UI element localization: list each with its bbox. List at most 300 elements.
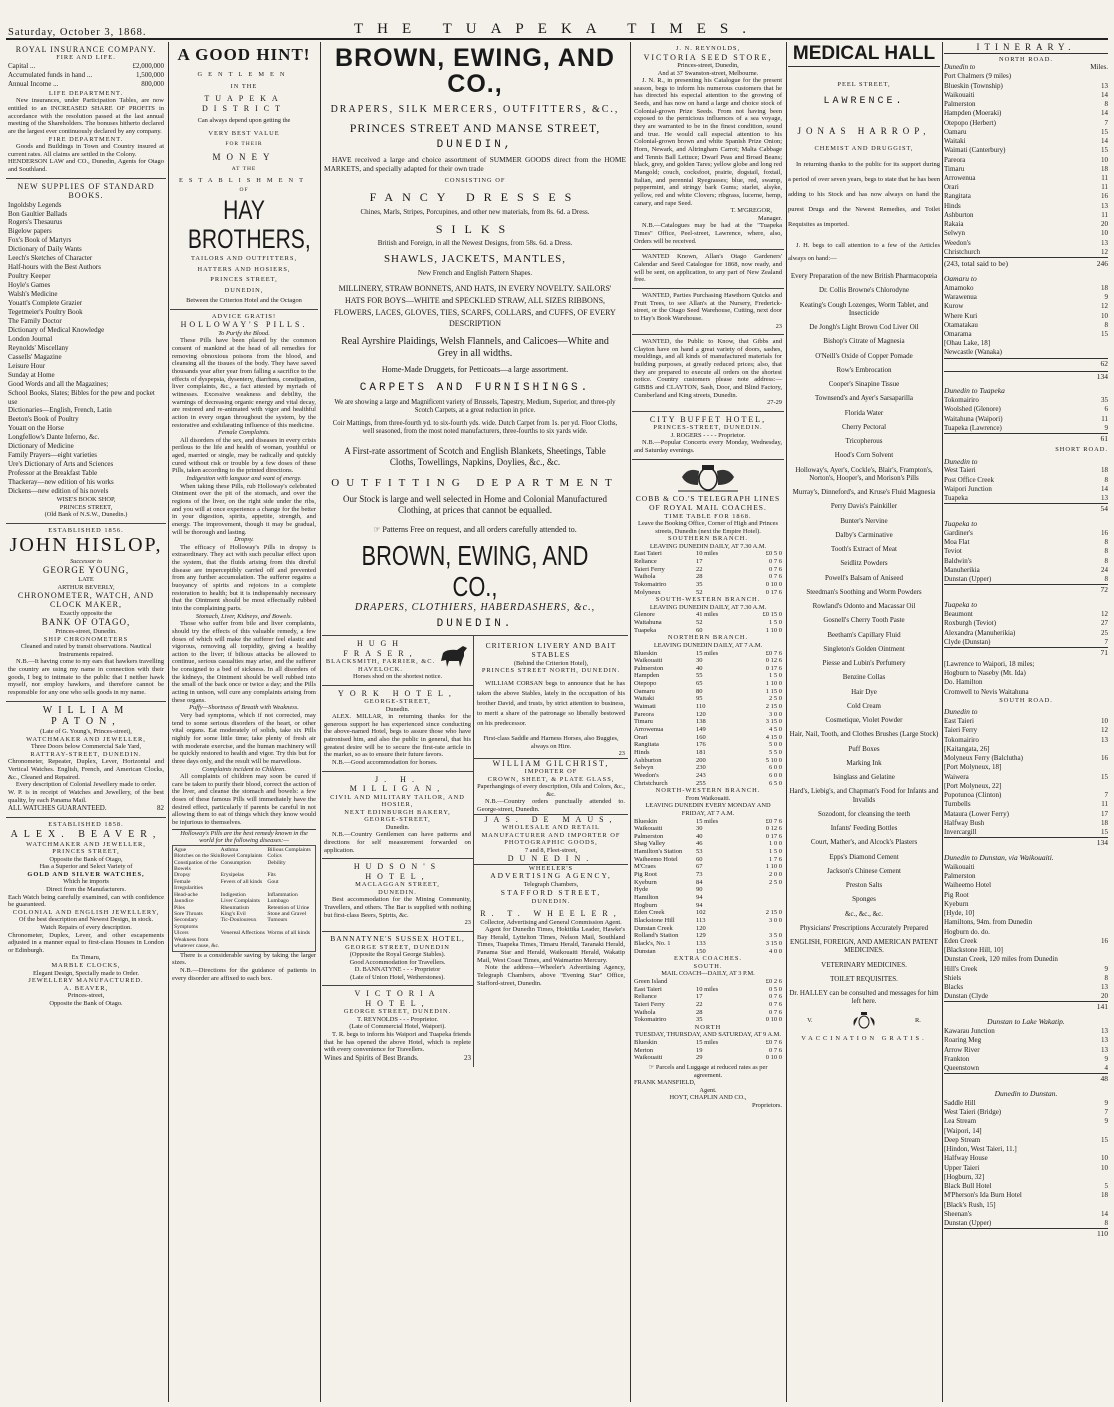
line: (Opposite the Royal George Stables). [349,951,446,959]
itinerary-row [944,146,1108,155]
paragraph: When taking these Pills, rub Holloway's celebrated Ointment over the pit of the stomach, and over the regions of the liver, on the right side under the ribs, and you will at once experience a change for the better in your digestion, spirits, appetite, strength, and energy. The improvement, though it may be gradual, will be thorough and lasting. [172,482,316,536]
place: Invercargill [944,828,977,837]
timetable-cell: Glenore [634,611,655,619]
notice: N.B.—Country Gentlemen can have patterns and directions for self measurement forwarded on application. [324,831,471,854]
book-item: Dictionary of Daily Wants [8,245,82,254]
shop-note: (Old Bank of N.S.W., Dunedin.) [44,511,128,519]
wheeler-ad [474,865,628,988]
timetable-cell: 0 7 6 [769,1000,782,1008]
timetable-row [634,879,782,887]
book-item: Half-hours with the Best Authors [8,263,101,272]
distance: 13 [1101,494,1108,503]
timetable [634,1039,782,1062]
medicine-item: Tooth's Extract of Meat [831,545,897,554]
distance: 8 [1104,973,1108,982]
line: GEORGE YOUNG, [42,565,130,576]
line: WATCHMAKER AND JEWELLER, [26,735,146,743]
timetable-cell: Waitaki [634,695,655,703]
itinerary-list [944,284,1108,358]
ad-title: A GOOD HINT! [177,45,311,64]
capital-row [8,71,164,80]
line: CIVIL AND MILITARY TAILOR, AND HOSIER, [330,793,465,809]
timetable-cell: 55 [696,672,703,680]
itinerary-list [944,72,1108,257]
timetable-cell: 138 [696,718,706,726]
itinerary-row [944,881,1108,890]
timetable-cell: 1 15 0 [765,687,782,695]
ad-title: WILLIAM PATON, [42,704,130,728]
paragraph: WANTED, the Public to Know, that Gibbs and Clayton have on hand a great variety of doors, sashes, mouldings, and all kinds of manufactured materials for building purposes, at greatly reduced prices; also, that they are prepared to execute all orders on the shortest notice. Country customers please note address:— GIBBS and CLAYTON, Sash, Door, and Blind Factory, Cumberland and King streets, Dunedin. [634,338,782,399]
medicine-item: Cosmetique, Violet Powder [825,716,903,725]
timetable-row [634,925,782,933]
section-heading: Oamaru to [944,273,977,283]
timetable-cell: 60 [696,855,703,863]
timetable-cell: 17 [696,558,703,566]
place: Waiheemo Hotel [944,881,992,890]
distance: 16 [1101,754,1108,763]
itinerary-row [944,1145,1108,1154]
disease-item: Consumption [220,859,251,866]
ad-title: MEDICAL HALL [788,42,940,67]
line: LATE [78,575,94,583]
ad-title: R. T. WHEELER, [480,909,622,919]
timetable-row [634,986,782,994]
timetable-cell: Molyneux [634,588,661,596]
timetable-cell: 84 [696,878,703,886]
timetable-cell: 0 10 0 [765,581,782,589]
place: Deep Stream [944,1135,981,1144]
place: Roxburgh (Teviot) [944,619,997,628]
distance: 9 [1104,1099,1108,1108]
line: PEEL STREET, [837,80,891,88]
place: Blacks [944,983,964,991]
timetable-cell: 160 [696,733,706,741]
timetable-cell: 0 17 6 [765,664,782,672]
itinerary-list [944,529,1108,584]
timetable-cell: 2 5 0 [769,695,782,703]
medicine-item: Isinglass and Gelatine [833,773,895,782]
timetable-row [634,711,782,719]
distance: 8 [1104,547,1108,556]
established: ESTABLISHED 1858. [48,821,124,829]
distance: 9 [1104,964,1108,973]
place: Frankton [944,1054,970,1063]
disease-item: Retention of Urine [267,904,310,911]
capital-value: £2,000,000 [132,61,164,70]
place: [Lawrence to Waipori, 18 miles; [944,659,1035,668]
timetable-cell: 0 17 6 [765,832,782,840]
paton-ad [6,702,166,819]
timetable-row [634,856,782,864]
line: MONEY [212,151,276,162]
book-item: Reynolds' Miscellany [8,343,69,352]
timetable-cell: 0 7 6 [769,573,782,581]
line: WHEELER'S [528,864,574,872]
medicine-item: Townsend's and Ayer's Sarsaparilla [814,394,913,403]
book-item: Sunday at Home [8,370,55,379]
line: TAILORS AND OUTFITTERS, [190,255,298,263]
timetable-row [634,566,782,574]
place: [Blackstone Hill, 10] [944,946,1003,955]
timetable-cell: 95 [696,695,703,703]
line: A. BEAVER, [63,984,109,992]
timetable-cell: £0 7 6 [765,1038,782,1046]
ad-title: J. H. MILLIGAN, [349,774,446,794]
place: Tuapeka [944,494,968,503]
distance: 13 [1101,81,1108,90]
line: DUNEDIN. [531,897,571,905]
itinerary-row [944,494,1108,503]
ad-title: BROWN, EWING, AND CO., [335,44,615,99]
timetable-row [634,718,782,726]
book-item: School Books, Slates; Bibles for the pew and pocket use [8,388,155,406]
masthead [6,18,1108,40]
beaver-ad [6,818,166,1011]
timetable-cell: 176 [696,741,706,749]
place: Warawenua [944,293,977,302]
timetable-cell: 2 5 0 [769,878,782,886]
line: Manager. [758,214,782,222]
itinerary-row [944,348,1108,357]
itinerary-row [944,773,1108,782]
paragraph: WILLIAM CORSAN begs to announce that he has taken the above Stables, lately in the occupation of his brother David, and trusts, by strict attention to business, to merit a share of the patronage so liberally bestowed on his predecessor. [477,679,625,728]
itinerary-row [944,424,1108,433]
timetable-row [634,909,782,917]
timetable-cell: 102 [696,909,706,917]
timetable-cell: £0 15 0 [762,611,782,619]
timetable-cell: 181 [696,749,706,757]
timetable-cell: Weedon's [634,772,659,779]
timetable-cell: Palmerston [634,832,664,840]
timetable-cell: £0 2 6 [765,977,782,985]
disease-item: King's Evil [220,911,246,918]
place: Upper Taieri [944,1163,980,1172]
pointing-hand-icon: ☞ [373,525,383,535]
place: Where Kuri [944,311,978,320]
timetable-cell: 1 0 0 [769,840,782,848]
timetable-cell: 2 0 0 [769,871,782,879]
distance: 5 [1104,1182,1108,1191]
timetable-cell: Waikouaiti [634,825,663,833]
timetable-row [634,657,782,665]
timetable-row [634,818,782,826]
line: MARBLE CLOCKS, [51,962,121,970]
timetable-cell: 255 [696,779,706,787]
place: Waitahuna (Waipori) [944,414,1003,423]
place: Moa Flat [944,538,970,547]
line: FRANK MANSFIELD, [634,1079,696,1087]
timetable-row [634,833,782,841]
timetable-row [634,871,782,879]
timetable-cell: 17 [696,993,703,1001]
line: Our Stock is large and well selected in Home and Colonial Manufactured Clothing, at prices that cannot be equalled. [342,494,607,515]
place: Omarama [944,329,972,338]
place: Do. Hamilton [944,678,983,687]
issue-date: Saturday, October 3, 1868. [8,27,147,38]
itinerary-row [944,1127,1108,1136]
line: J. ROGERS - - - - Proprietor. [670,431,746,439]
timetable-cell: East Taieri [634,550,662,558]
place: Eden Creek [944,936,977,945]
distance: 16 [1101,529,1108,538]
distance: 16 [1101,192,1108,201]
line: PRINCES STREET, [52,848,120,856]
ad-title: VICTORIA SEED STORE, [643,52,773,62]
timetable-row [634,672,782,680]
royal-coat-of-arms-icon [668,463,748,493]
book-item: Beeton's Book of Poultry [8,415,79,424]
distance: 25 [1101,628,1108,637]
line: Miles. [1090,63,1108,72]
place: West Taieri [944,466,976,475]
line: COLONIAL AND ENGLISH JEWELLERY, [12,908,160,916]
place: Pig Root [944,890,969,899]
gilchrist-ad [474,759,628,815]
line: Paperhangings of every description, Oils and Colors, &c., &c. [477,783,625,798]
place: Turnbells [944,800,971,809]
line: TIME TABLE FOR 1868. [664,512,752,520]
distance: 6 [1104,405,1108,414]
distance: 11 [1101,800,1108,809]
line: PRINCES-STREET, DUNEDIN. [653,424,763,432]
line: We are showing a large and Magnificent variety of Brussels, Tapestry, Medium, Superior, and three-ply Scotch Carpets, at a great reduction in price. [334,398,616,414]
line: And at 37 Swanston-street, Melbourne. [657,69,759,77]
distance: 10 [1101,1154,1108,1163]
line: CARPETS AND FURNISHINGS. [359,381,591,394]
line: Opposite the Bank of Otago. [49,999,123,1007]
line: SILKS [435,221,515,236]
line: Coir Mattings, from three-fourth yd. to six-fourth yds. wide. Dutch Carpet from 1s. per yd. Floor Cloths, well seasoned, from the most noted manufacturers, three-fourths to six yards wide. [332,419,618,435]
ad-title: YORK HOTEL, [338,688,457,698]
paragraph: The efficacy of Holloway's Pills in dropsy is extraordinary. They act with such peculiar effect upon the system, that the fluids arising from this direful disease are imperceptibly carried off and prevented from any further accumulation. The sufferer regains a buoyancy of spirits and rejoices in a complete restoration to health; but it is indispensably necessary that the Ointment should be most effectually rubbed into the complaining parts. [172,543,316,612]
line: DRAPERS, CLOTHIERS, HABERDASHERS, &c., [354,602,596,614]
section-heading: Puffy—Shortness of Breath with Weakness. [189,704,299,712]
timetable-row [634,1001,782,1009]
distance: 11 [1101,210,1108,219]
line: GENTLEMEN [197,71,291,79]
holloway-ad [170,310,318,986]
disease-table [172,845,316,952]
place: Pareora [944,155,966,164]
timetable-cell: Taieri Ferry [634,1000,665,1008]
itinerary-row [944,183,1108,192]
timetable-cell: Rolland's Station [634,932,679,940]
medicine-item: Tricopherous [845,437,883,446]
total: 110 [944,1228,1108,1241]
section-heading: Dunedin to [944,456,978,466]
itinerary-row [944,1210,1108,1219]
timetable-cell: Hampden [634,672,660,680]
place: Selwyn [944,229,965,238]
fraser-ad [322,636,473,686]
itinerary-list [944,1099,1108,1228]
distance: 13 [1101,983,1108,991]
timetable-row [634,780,782,788]
distance: 13 [1101,238,1108,247]
medicine-item: Every Preparation of the new British Pharmacopœia [790,272,938,281]
line: Princes-street, Dunedin. [55,628,117,636]
itinerary-row [944,819,1108,828]
line: ARTHUR BEVERLY, [57,583,115,591]
medicine-item: Bishop's Citrate of Magnesia [823,337,905,346]
medicine-item: Epps's Diamond Cement [829,852,899,861]
ad-title: ITINERARY. [944,42,1108,54]
section-heading: Dunstan to Lake Wakatip. [987,1017,1065,1027]
place: Sheenan's [944,1209,972,1218]
distance: 9 [1104,293,1108,302]
section-heading: Dropsy. [234,536,254,544]
place: Hamiltons, 94m. from Dunedin [944,918,1033,927]
ad-title: JOHN HISLOP, [9,534,163,557]
place: Port Chalmers (9 miles) [944,72,1012,81]
timetable-cell: 19 [696,1046,703,1054]
medicine-item: De Jongh's Light Brown Cod Liver Oil [809,323,919,332]
total: 62 [944,358,1108,371]
timetable-cell [748,902,782,910]
line: TUAPEKA DISTRICT [202,94,286,113]
disease-item: Blotches on the Skin [174,853,221,860]
place: Waipori Junction [944,484,992,493]
section-heading: Stomach, Liver, Kidneys, and Bowels. [195,612,293,620]
place: [Black's Rush, 15] [944,1200,996,1209]
distance: 18 [1101,1191,1108,1200]
line: LEAVING DUNEDIN EVERY MONDAY AND FRIDAY, AT 7 A.M. [645,802,771,817]
itinerary-row [944,91,1108,100]
timetable-cell: 3 0 0 [769,710,782,718]
book-item: Family Prayers—eight varieties [8,451,98,460]
distance: 8 [1104,575,1108,584]
timetable-cell: 0 7 6 [769,558,782,566]
line: ADVERTISING AGENCY, [490,871,612,881]
line: Has a Superior and Select Variety of [39,863,133,871]
medicine-item: Cherry Pectoral [841,422,887,431]
paragraph: In returning thanks to the public for its support during a period of over seven years, begs to state that he has been adding to his Stock and has now always on hand the purest Drugs and the Newest Remedies, and Toilet Requisites as imported. [788,161,940,229]
timetable-row [634,1009,782,1017]
place: Tokomairiro [944,735,979,744]
timetable-cell: Hamilton [634,894,659,902]
disease-item: Head-ache [174,891,198,898]
capital-value: 800,000 [141,80,164,89]
itinerary-row [944,1173,1108,1182]
timetable-cell: 6 0 0 [769,772,782,779]
medicine-list [788,269,940,921]
total: 246 [1096,259,1108,269]
distance: 18 [1101,818,1108,827]
total: 54 [944,503,1108,516]
line: Which he imports [63,878,109,886]
line: ADVICE GRATIS! [211,312,277,320]
patterns-line [324,525,626,534]
timetable-cell: 73 [696,871,703,879]
ad-title: WILLIAM GILCHRIST, [492,758,610,768]
itinerary-row [944,100,1108,109]
itinerary-row [944,476,1108,485]
book-list [8,201,164,496]
paragraph: J. N. R., in presenting his Catalogue for the present season, begs to inform his numerous customers that he has directed his especial attention to the growing of Seeds, and has now on hand a large and choice stock of Colonial-grown Prize Seeds. From not having been exposed to the pernicious influences of a sea voyage, they are warranted to be in the finest condition, sound and true. He would call especial attention to his Colonial-grown brown and white Spanish Prize Onion; Horn, Newark, and Altringham Carrot; Malta Cabbage and Tennis Ball Lettuce; Dwarf Peas and Broad Beans; black, grey, and golden Tares; yellow globe and long red Mangold; couch, cocksfoot, prairie, dogstail, foxtail, Italian, and perennial Ryegrasses; blue, red, swamp, peppermint, and stringy bark Gums; starlet, alsyke, yellow, red and white Clovers; ribgrass, lucerne, hemp, canary, and rape Seed. [634,77,782,207]
line: MACLAGGAN STREET, [355,881,440,889]
line: Horses shod on the shortest notice. [352,673,443,681]
place: Blueskin (Township) [944,81,1003,90]
distance: 10 [1101,717,1108,726]
section-heading: SOUTH ROAD. [999,696,1053,704]
column-3-left [322,636,474,1067]
itinerary-row [944,156,1108,165]
timetable-row [634,695,782,703]
total: 72 [944,584,1108,597]
timetable-cell: 0 5 0 [769,985,782,993]
line: Cleaned and rated by transit observations. Nautical Instruments repaired. [20,643,152,658]
capital-label: Accumulated funds in hand ... [8,71,93,80]
line: VETERINARY MEDICINES. [821,960,907,969]
distance: 11 [1101,173,1108,182]
timetable-cell: Waihola [634,573,656,581]
branch-heading: SOUTH-WESTERN BRANCH. [655,596,761,604]
hudson-hotel-ad [322,859,473,931]
distance: 7 [1104,637,1108,646]
itinerary-list [944,660,1108,697]
distance: 10 [1101,1163,1108,1172]
itinerary-row [944,610,1108,619]
firm-name: BROWN, EWING, AND CO., [361,539,589,602]
timetable-cell: 120 [696,924,706,932]
shop-name: WISE'S BOOK SHOP, [56,496,116,504]
distance: 8 [1104,538,1108,547]
place: M'Pherson's Ida Burn Hotel [944,1191,1022,1200]
timetable-cell: 35 [696,581,703,589]
place: Woolshed (Glenore) [944,405,1001,414]
timetable-row [634,558,782,566]
timetable-cell: Blueskin [634,1038,658,1046]
medicine-item: Court, Mather's, and Alcock's Plasters [810,838,918,847]
line: IN THE [230,82,258,90]
timetable-cell: Waihola [634,1008,656,1016]
place: Timaru [944,164,965,173]
column-3-right [474,636,628,1067]
paragraph: All disorders of the sex, and diseases in every crisis perilous to the life and health of woman, youthful or aged, married or single, may be radically and quickly cured without risk or trouble by a few doses of these Pills, taken according to the printed directions. [172,436,316,475]
paragraph: WANTED, Parties Purchasing Hawthorn Quicks and Fruit Trees, to see Allan's at the Nursery, Frederick-street, or the Otago Seed Warehouse, Cutting, next door to Hay's Book Warehouse. [634,291,782,322]
timetable-cell: 22 [696,1000,703,1008]
line: CONSISTING OF [444,176,506,184]
distance: 14 [1101,109,1108,118]
itinerary-row [944,566,1108,575]
itinerary-row [944,1182,1108,1191]
capital-label: Annual Income ... [8,80,59,89]
paragraph: J. H. begs to call attention to a few of the Articles always on hand:— [788,242,940,263]
trade: CHRONOMETER, WATCH, AND CLOCK MAKER, [17,591,155,610]
paragraph: Agent for Dunedin Times, Hokitika Leader, Hawke's Bay Herald, Lyttelton Times, Nelson Mail, Southland Times, Tuapeka Times, Timaru Herald, Taranaki Herald, Panama Star and Herald, Waikouaiti Herald, Wakatip Mail, West Coast Times, and Waimarino Mercury. [477,926,625,964]
ad-title: CITY BUFFET HOTEL, [649,414,767,424]
distance: 15 [1101,772,1108,781]
notice: N.B.—Catalogues may be had at the "Tuapeka Times" Office, Peel-street, Lawrence, where, also, Orders will be received. [634,222,782,245]
itinerary-row [944,726,1108,735]
place: Orari [944,183,959,192]
timetable-cell: Reliance [634,993,657,1001]
distance: 13 [1101,1045,1108,1054]
timetable-cell: 52 [696,619,703,627]
disease-item: Tic-Douloureux [220,917,257,924]
timetable-row [634,741,782,749]
line: VACCINATION GRATIS. [801,1034,927,1042]
timetable-row [634,611,782,619]
disease-item: Piles [174,904,185,911]
timetable-cell: 40 [696,664,703,672]
paragraph: Best accommodation for the Mining Community, Travellers, and others. The Bar is supplied with nothing but first-class Beers, Spirits, &c. [324,896,471,919]
place: Rangitata [944,192,971,201]
branch-heading: NORTH [694,1023,722,1031]
life-heading: LIFE DEPARTMENT. [48,89,124,97]
itinerary-row [944,745,1108,754]
timetable-cell: Reliance [634,558,657,566]
